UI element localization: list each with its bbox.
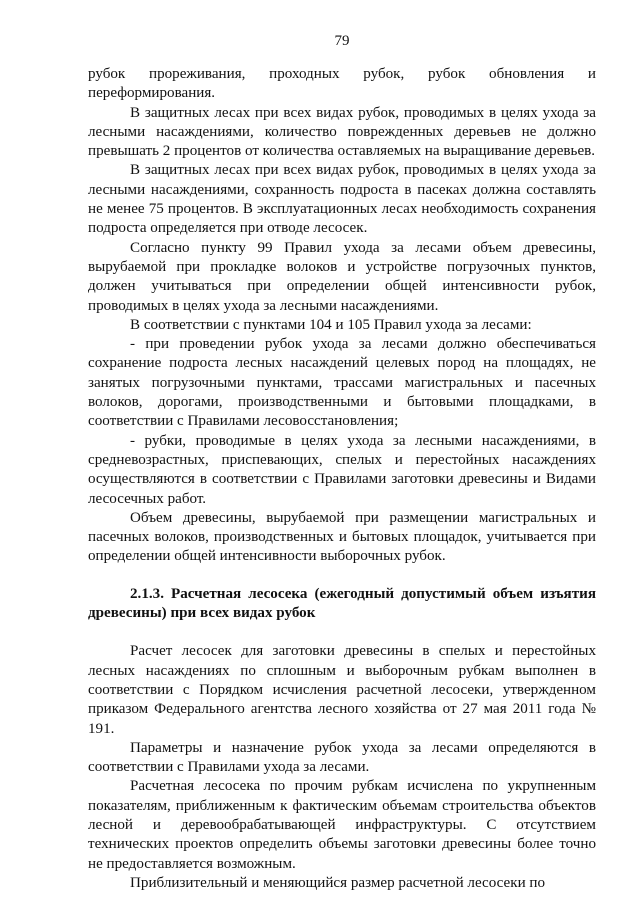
- section-spacer: [88, 623, 596, 642]
- page-number: 79: [334, 33, 350, 49]
- section-heading: 2.1.3. Расчетная лесосека (ежегодный допустимый объем изъятия древесины) при всех видах рубок: [88, 585, 596, 622]
- paragraph: В соответствии с пунктами 104 и 105 Правил ухода за лесами:: [130, 316, 532, 333]
- paragraph: Параметры и назначение рубок ухода за лесами определяются в соответствии с Правилами ухода за лесами.: [88, 739, 596, 776]
- paragraph: Приблизительный и меняющийся размер расчетной лесосеки по: [130, 874, 546, 891]
- paragraph: Согласно пункту 99 Правил ухода за лесами объем древесины, вырубаемой при прокладке волоков и устройстве погрузочных пунктов, должен учитываться при определении общей интенсивности рубок, проводимых в целях ухода за лесными насаждениями.: [88, 239, 596, 314]
- paragraph: рубок прореживания, проходных рубок, рубок обновления и переформирования.: [88, 66, 596, 102]
- paragraph: В защитных лесах при всех видах рубок, проводимых в целях ухода за лесными насаждениями, количество поврежденных деревьев не должно превышать 2 процентов от количества оставляемых на выращивание деревьев.: [88, 104, 596, 160]
- paragraph: Расчет лесосек для заготовки древесины в спелых и перестойных лесных насаждениях по сплошным и выборочным рубкам выполнен в соответствии с Порядком исчисления расчетной лесосеки, утвержденном приказом Федерального агентства лесного хозяйства от 27 мая 2011 года № 191.: [88, 643, 596, 737]
- paragraph: Расчетная лесосека по прочим рубкам исчислена по укрупненным показателям, приближенным к фактическим объемам строительства объектов лесной и деревообрабатывающей инфраструктуры. С отсутствием технических проектов определить объемы заготовки древесины более точно не предоставляется возможным.: [88, 778, 596, 872]
- list-item: - рубки, проводимые в целях ухода за лесными насаждениями, в средневозрастных, приспевающих, спелых и перестойных насаждениях осуществляются в соответствии с Правилами заготовки древесины и Видами лесосечных работ.: [88, 432, 596, 507]
- paragraph: Объем древесины, вырубаемой при размещении магистральных и пасечных волоков, производственных и бытовых площадок, учитывается при определении общей интенсивности выборочных рубок.: [88, 509, 596, 565]
- list-item: - при проведении рубок ухода за лесами должно обеспечиваться сохранение подроста лесных насаждений целевых пород на площадях, не занятых погрузочными пунктами, трассами магистральных и пасечных волоков, дорогами, производственными и бытовыми площадками, в соответствии с Правилами лесовосстановления;: [88, 336, 596, 430]
- paragraph: В защитных лесах при всех видах рубок, проводимых в целях ухода за лесными насаждениями, сохранность подроста в пасеках должна составлять не менее 75 процентов. В эксплуатационных лесах необходимость сохранения подроста определяется при отводе лесосек.: [88, 162, 596, 237]
